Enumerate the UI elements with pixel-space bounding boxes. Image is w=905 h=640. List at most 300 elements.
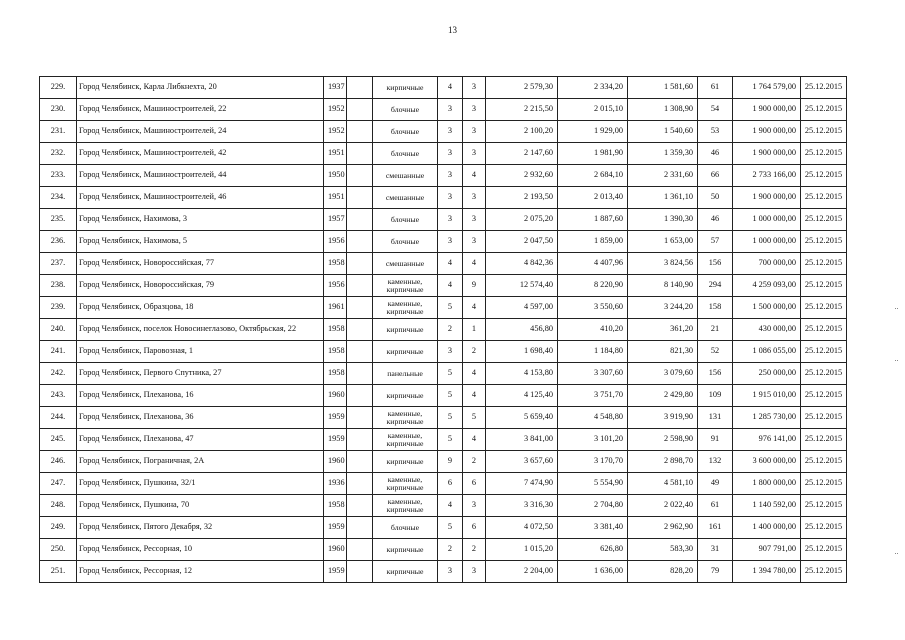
total-area-cell: 4 153,80 (486, 363, 558, 385)
residents-cell: 61 (698, 77, 733, 99)
scan-mark (895, 308, 898, 309)
address-cell: Город Челябинск, Машиностроителей, 42 (77, 143, 324, 165)
deadline-cell: 25.12.2015 (801, 517, 847, 539)
row-number: 244. (40, 407, 77, 429)
living-area-cell: 3 101,20 (558, 429, 628, 451)
total-area-cell: 3 316,30 (486, 495, 558, 517)
residents-cell: 131 (698, 407, 733, 429)
row-number: 245. (40, 429, 77, 451)
year-cell: 1958 (324, 319, 347, 341)
floors-cell: 5 (438, 363, 463, 385)
table-row (40, 561, 847, 583)
empty-cell (347, 363, 373, 385)
empty-cell (347, 231, 373, 253)
row-number: 240. (40, 319, 77, 341)
year-cell: 1956 (324, 231, 347, 253)
living-area-cell: 2 704,80 (558, 495, 628, 517)
year-cell: 1958 (324, 253, 347, 275)
year-cell: 1958 (324, 363, 347, 385)
living-area-cell: 3 751,70 (558, 385, 628, 407)
cost-cell: 907 791,00 (733, 539, 801, 561)
entrances-cell: 3 (463, 231, 486, 253)
material-cell: каменные, кирпичные (373, 297, 438, 319)
floors-cell: 3 (438, 99, 463, 121)
table-row (40, 231, 847, 253)
material-cell: каменные, кирпичные (373, 275, 438, 297)
row-number: 239. (40, 297, 77, 319)
living-area-cell: 1 929,00 (558, 121, 628, 143)
floors-cell: 5 (438, 429, 463, 451)
table-row (40, 429, 847, 451)
cost-cell: 976 141,00 (733, 429, 801, 451)
table-row (40, 451, 847, 473)
row-number: 237. (40, 253, 77, 275)
total-area-cell: 2 047,50 (486, 231, 558, 253)
entrances-cell: 3 (463, 495, 486, 517)
living-area-cell: 626,80 (558, 539, 628, 561)
table-row (40, 341, 847, 363)
total-area-cell: 2 193,50 (486, 187, 558, 209)
material-cell: блочные (373, 231, 438, 253)
total-area-cell: 456,80 (486, 319, 558, 341)
table-row (40, 407, 847, 429)
floors-cell: 4 (438, 275, 463, 297)
table-row (40, 165, 847, 187)
cost-cell: 1 900 000,00 (733, 99, 801, 121)
living-area-cell: 2 334,20 (558, 77, 628, 99)
table-row (40, 385, 847, 407)
cost-cell: 250 000,00 (733, 363, 801, 385)
year-cell: 1951 (324, 187, 347, 209)
living-area-cell: 410,20 (558, 319, 628, 341)
residents-cell: 46 (698, 143, 733, 165)
row-number: 234. (40, 187, 77, 209)
row-number: 230. (40, 99, 77, 121)
total-area-cell: 2 932,60 (486, 165, 558, 187)
entrances-cell: 4 (463, 385, 486, 407)
living-area-cell: 3 550,60 (558, 297, 628, 319)
roof-area-cell: 2 331,60 (628, 165, 698, 187)
table-row (40, 473, 847, 495)
floors-cell: 4 (438, 253, 463, 275)
roof-area-cell: 2 898,70 (628, 451, 698, 473)
floors-cell: 5 (438, 407, 463, 429)
table-row (40, 495, 847, 517)
empty-cell (347, 165, 373, 187)
material-cell: блочные (373, 121, 438, 143)
deadline-cell: 25.12.2015 (801, 231, 847, 253)
floors-cell: 3 (438, 561, 463, 583)
scan-mark (895, 553, 898, 554)
deadline-cell: 25.12.2015 (801, 297, 847, 319)
roof-area-cell: 3 824,56 (628, 253, 698, 275)
residents-cell: 161 (698, 517, 733, 539)
roof-area-cell: 2 598,90 (628, 429, 698, 451)
cost-cell: 4 259 093,00 (733, 275, 801, 297)
material-cell: блочные (373, 143, 438, 165)
living-area-cell: 4 407,96 (558, 253, 628, 275)
table-row (40, 187, 847, 209)
row-number: 249. (40, 517, 77, 539)
entrances-cell: 6 (463, 517, 486, 539)
deadline-cell: 25.12.2015 (801, 121, 847, 143)
cost-cell: 1 000 000,00 (733, 209, 801, 231)
empty-cell (347, 275, 373, 297)
empty-cell (347, 253, 373, 275)
address-cell: Город Челябинск, Машиностроителей, 24 (77, 121, 324, 143)
total-area-cell: 3 657,60 (486, 451, 558, 473)
year-cell: 1958 (324, 341, 347, 363)
page-number: 13 (448, 25, 457, 35)
residents-cell: 158 (698, 297, 733, 319)
total-area-cell: 2 204,00 (486, 561, 558, 583)
residents-cell: 46 (698, 209, 733, 231)
cost-cell: 1 394 780,00 (733, 561, 801, 583)
roof-area-cell: 3 919,90 (628, 407, 698, 429)
cost-cell: 1 500 000,00 (733, 297, 801, 319)
cost-cell: 1 900 000,00 (733, 143, 801, 165)
row-number: 247. (40, 473, 77, 495)
empty-cell (347, 319, 373, 341)
address-cell: Город Челябинск, Плеханова, 47 (77, 429, 324, 451)
year-cell: 1958 (324, 495, 347, 517)
living-area-cell: 2 684,10 (558, 165, 628, 187)
total-area-cell: 2 100,20 (486, 121, 558, 143)
roof-area-cell: 828,20 (628, 561, 698, 583)
year-cell: 1937 (324, 77, 347, 99)
total-area-cell: 1 698,40 (486, 341, 558, 363)
year-cell: 1952 (324, 121, 347, 143)
empty-cell (347, 143, 373, 165)
living-area-cell: 1 981,90 (558, 143, 628, 165)
residents-cell: 57 (698, 231, 733, 253)
year-cell: 1936 (324, 473, 347, 495)
empty-cell (347, 99, 373, 121)
material-cell: каменные, кирпичные (373, 473, 438, 495)
living-area-cell: 1 636,00 (558, 561, 628, 583)
empty-cell (347, 187, 373, 209)
cost-cell: 430 000,00 (733, 319, 801, 341)
empty-cell (347, 341, 373, 363)
roof-area-cell: 3 079,60 (628, 363, 698, 385)
empty-cell (347, 561, 373, 583)
deadline-cell: 25.12.2015 (801, 473, 847, 495)
year-cell: 1959 (324, 561, 347, 583)
living-area-cell: 2 013,40 (558, 187, 628, 209)
material-cell: блочные (373, 99, 438, 121)
roof-area-cell: 1 653,00 (628, 231, 698, 253)
total-area-cell: 4 072,50 (486, 517, 558, 539)
floors-cell: 4 (438, 77, 463, 99)
row-number: 231. (40, 121, 77, 143)
floors-cell: 3 (438, 209, 463, 231)
address-cell: Город Челябинск, Плеханова, 16 (77, 385, 324, 407)
entrances-cell: 4 (463, 253, 486, 275)
address-cell: Город Челябинск, Рессорная, 12 (77, 561, 324, 583)
entrances-cell: 2 (463, 341, 486, 363)
floors-cell: 4 (438, 495, 463, 517)
table-row (40, 319, 847, 341)
residents-cell: 61 (698, 495, 733, 517)
address-cell: Город Челябинск, Первого Спутника, 27 (77, 363, 324, 385)
table-row (40, 517, 847, 539)
total-area-cell: 2 215,50 (486, 99, 558, 121)
floors-cell: 3 (438, 121, 463, 143)
material-cell: каменные, кирпичные (373, 495, 438, 517)
residents-cell: 156 (698, 253, 733, 275)
year-cell: 1957 (324, 209, 347, 231)
residents-cell: 54 (698, 99, 733, 121)
year-cell: 1952 (324, 99, 347, 121)
material-cell: кирпичные (373, 539, 438, 561)
empty-cell (347, 539, 373, 561)
floors-cell: 9 (438, 451, 463, 473)
living-area-cell: 3 170,70 (558, 451, 628, 473)
roof-area-cell: 3 244,20 (628, 297, 698, 319)
deadline-cell: 25.12.2015 (801, 143, 847, 165)
year-cell: 1960 (324, 539, 347, 561)
address-cell: Город Челябинск, Карла Либкнехта, 20 (77, 77, 324, 99)
housing-repair-table (39, 76, 847, 583)
entrances-cell: 3 (463, 187, 486, 209)
address-cell: Город Челябинск, Пушкина, 70 (77, 495, 324, 517)
floors-cell: 2 (438, 539, 463, 561)
address-cell: Город Челябинск, Плеханова, 36 (77, 407, 324, 429)
living-area-cell: 5 554,90 (558, 473, 628, 495)
year-cell: 1959 (324, 429, 347, 451)
table-row (40, 77, 847, 99)
entrances-cell: 4 (463, 297, 486, 319)
residents-cell: 79 (698, 561, 733, 583)
row-number: 243. (40, 385, 77, 407)
year-cell: 1951 (324, 143, 347, 165)
deadline-cell: 25.12.2015 (801, 407, 847, 429)
deadline-cell: 25.12.2015 (801, 275, 847, 297)
floors-cell: 3 (438, 341, 463, 363)
living-area-cell: 1 184,80 (558, 341, 628, 363)
empty-cell (347, 495, 373, 517)
address-cell: Город Челябинск, Машиностроителей, 44 (77, 165, 324, 187)
cost-cell: 2 733 166,00 (733, 165, 801, 187)
deadline-cell: 25.12.2015 (801, 363, 847, 385)
deadline-cell: 25.12.2015 (801, 319, 847, 341)
material-cell: каменные, кирпичные (373, 407, 438, 429)
entrances-cell: 1 (463, 319, 486, 341)
deadline-cell: 25.12.2015 (801, 385, 847, 407)
roof-area-cell: 1 390,30 (628, 209, 698, 231)
roof-area-cell: 1 540,60 (628, 121, 698, 143)
material-cell: блочные (373, 517, 438, 539)
empty-cell (347, 473, 373, 495)
deadline-cell: 25.12.2015 (801, 187, 847, 209)
deadline-cell: 25.12.2015 (801, 165, 847, 187)
row-number: 238. (40, 275, 77, 297)
year-cell: 1959 (324, 407, 347, 429)
year-cell: 1960 (324, 385, 347, 407)
table-row (40, 253, 847, 275)
deadline-cell: 25.12.2015 (801, 209, 847, 231)
address-cell: Город Челябинск, Нахимова, 5 (77, 231, 324, 253)
deadline-cell: 25.12.2015 (801, 253, 847, 275)
entrances-cell: 3 (463, 143, 486, 165)
entrances-cell: 2 (463, 451, 486, 473)
floors-cell: 5 (438, 385, 463, 407)
address-cell: Город Челябинск, Нахимова, 3 (77, 209, 324, 231)
table-row (40, 539, 847, 561)
row-number: 242. (40, 363, 77, 385)
living-area-cell: 1 859,00 (558, 231, 628, 253)
address-cell: Город Челябинск, Новороссийская, 79 (77, 275, 324, 297)
roof-area-cell: 2 962,90 (628, 517, 698, 539)
address-cell: Город Челябинск, Новороссийская, 77 (77, 253, 324, 275)
address-cell: Город Челябинск, Паровозная, 1 (77, 341, 324, 363)
deadline-cell: 25.12.2015 (801, 495, 847, 517)
floors-cell: 5 (438, 517, 463, 539)
residents-cell: 52 (698, 341, 733, 363)
address-cell: Город Челябинск, Пограничная, 2А (77, 451, 324, 473)
cost-cell: 700 000,00 (733, 253, 801, 275)
entrances-cell: 3 (463, 121, 486, 143)
address-cell: Город Челябинск, Образцова, 18 (77, 297, 324, 319)
material-cell: смешанные (373, 187, 438, 209)
material-cell: кирпичные (373, 77, 438, 99)
address-cell: Город Челябинск, поселок Новосинеглазово, Октябрьская, 22 (77, 319, 324, 341)
material-cell: каменные, кирпичные (373, 429, 438, 451)
entrances-cell: 9 (463, 275, 486, 297)
table-row (40, 363, 847, 385)
year-cell: 1959 (324, 517, 347, 539)
entrances-cell: 4 (463, 363, 486, 385)
total-area-cell: 12 574,40 (486, 275, 558, 297)
residents-cell: 156 (698, 363, 733, 385)
material-cell: кирпичные (373, 385, 438, 407)
row-number: 233. (40, 165, 77, 187)
floors-cell: 2 (438, 319, 463, 341)
table-row (40, 99, 847, 121)
empty-cell (347, 121, 373, 143)
roof-area-cell: 1 308,90 (628, 99, 698, 121)
row-number: 229. (40, 77, 77, 99)
empty-cell (347, 451, 373, 473)
material-cell: кирпичные (373, 341, 438, 363)
deadline-cell: 25.12.2015 (801, 77, 847, 99)
floors-cell: 3 (438, 231, 463, 253)
deadline-cell: 25.12.2015 (801, 99, 847, 121)
residents-cell: 31 (698, 539, 733, 561)
empty-cell (347, 407, 373, 429)
total-area-cell: 1 015,20 (486, 539, 558, 561)
total-area-cell: 4 125,40 (486, 385, 558, 407)
entrances-cell: 3 (463, 99, 486, 121)
empty-cell (347, 429, 373, 451)
table-row (40, 275, 847, 297)
cost-cell: 1 000 000,00 (733, 231, 801, 253)
table-row (40, 297, 847, 319)
entrances-cell: 3 (463, 561, 486, 583)
total-area-cell: 2 075,20 (486, 209, 558, 231)
roof-area-cell: 583,30 (628, 539, 698, 561)
residents-cell: 21 (698, 319, 733, 341)
row-number: 241. (40, 341, 77, 363)
address-cell: Город Челябинск, Пушкина, 32/1 (77, 473, 324, 495)
empty-cell (347, 517, 373, 539)
residents-cell: 53 (698, 121, 733, 143)
residents-cell: 66 (698, 165, 733, 187)
year-cell: 1950 (324, 165, 347, 187)
roof-area-cell: 4 581,10 (628, 473, 698, 495)
scan-mark (895, 360, 898, 361)
deadline-cell: 25.12.2015 (801, 429, 847, 451)
row-number: 251. (40, 561, 77, 583)
deadline-cell: 25.12.2015 (801, 539, 847, 561)
total-area-cell: 5 659,40 (486, 407, 558, 429)
floors-cell: 3 (438, 187, 463, 209)
address-cell: Город Челябинск, Машиностроителей, 22 (77, 99, 324, 121)
roof-area-cell: 8 140,90 (628, 275, 698, 297)
deadline-cell: 25.12.2015 (801, 451, 847, 473)
residents-cell: 50 (698, 187, 733, 209)
material-cell: панельные (373, 363, 438, 385)
entrances-cell: 3 (463, 209, 486, 231)
cost-cell: 1 086 055,00 (733, 341, 801, 363)
entrances-cell: 5 (463, 407, 486, 429)
roof-area-cell: 1 581,60 (628, 77, 698, 99)
residents-cell: 132 (698, 451, 733, 473)
cost-cell: 1 400 000,00 (733, 517, 801, 539)
address-cell: Город Челябинск, Машиностроителей, 46 (77, 187, 324, 209)
row-number: 248. (40, 495, 77, 517)
material-cell: смешанные (373, 253, 438, 275)
material-cell: смешанные (373, 165, 438, 187)
row-number: 250. (40, 539, 77, 561)
cost-cell: 1 764 579,00 (733, 77, 801, 99)
floors-cell: 5 (438, 297, 463, 319)
entrances-cell: 2 (463, 539, 486, 561)
living-area-cell: 4 548,80 (558, 407, 628, 429)
entrances-cell: 4 (463, 165, 486, 187)
year-cell: 1960 (324, 451, 347, 473)
cost-cell: 1 140 592,00 (733, 495, 801, 517)
roof-area-cell: 2 022,40 (628, 495, 698, 517)
year-cell: 1956 (324, 275, 347, 297)
material-cell: кирпичные (373, 319, 438, 341)
row-number: 232. (40, 143, 77, 165)
living-area-cell: 1 887,60 (558, 209, 628, 231)
row-number: 236. (40, 231, 77, 253)
address-cell: Город Челябинск, Рессорная, 10 (77, 539, 324, 561)
living-area-cell: 3 307,60 (558, 363, 628, 385)
empty-cell (347, 77, 373, 99)
material-cell: блочные (373, 209, 438, 231)
living-area-cell: 2 015,10 (558, 99, 628, 121)
entrances-cell: 4 (463, 429, 486, 451)
material-cell: кирпичные (373, 561, 438, 583)
cost-cell: 1 900 000,00 (733, 187, 801, 209)
table-row (40, 209, 847, 231)
living-area-cell: 3 381,40 (558, 517, 628, 539)
cost-cell: 3 600 000,00 (733, 451, 801, 473)
cost-cell: 1 900 000,00 (733, 121, 801, 143)
floors-cell: 3 (438, 165, 463, 187)
residents-cell: 294 (698, 275, 733, 297)
material-cell: кирпичные (373, 451, 438, 473)
empty-cell (347, 385, 373, 407)
roof-area-cell: 1 359,30 (628, 143, 698, 165)
roof-area-cell: 821,30 (628, 341, 698, 363)
total-area-cell: 7 474,90 (486, 473, 558, 495)
residents-cell: 91 (698, 429, 733, 451)
year-cell: 1961 (324, 297, 347, 319)
